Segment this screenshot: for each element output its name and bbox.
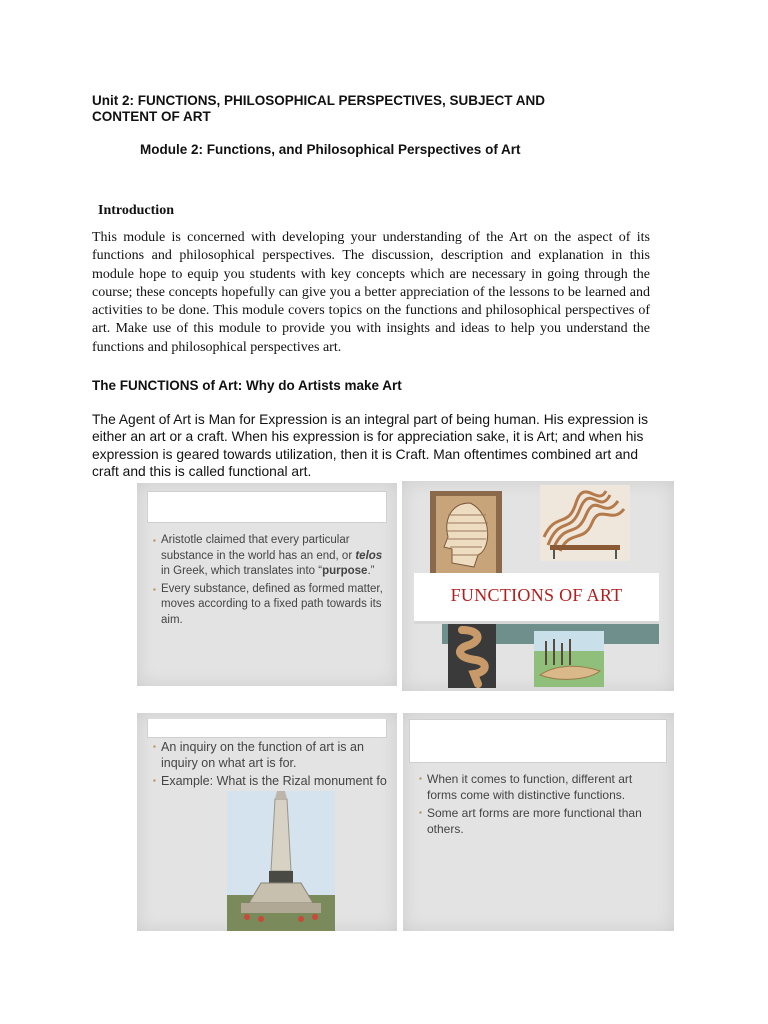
bullet-text: Aristotle claimed that every particular substance in the world has an end, or <box>161 534 356 562</box>
rizal-monument-image <box>227 791 335 931</box>
slide-header-bar <box>147 719 387 738</box>
slide-functions-of-art <box>402 481 674 691</box>
purpose-term: purpose <box>322 565 368 577</box>
park-sculpture-image <box>534 631 604 687</box>
slide-aristotle <box>137 483 397 686</box>
bench-sculpture-image <box>540 485 630 561</box>
slide-bullet-list <box>153 739 397 791</box>
functions-heading: The FUNCTIONS of Art: Why do Artists make Art <box>92 378 402 393</box>
telos-term: telos <box>355 549 383 562</box>
unit-title: Unit 2: FUNCTIONS, PHILOSOPHICAL PERSPECTIVES, SUBJECT AND CONTENT OF ART <box>92 93 546 124</box>
slide-bullet-rizal-example: ▪ Example: What is the Rizal monument fo <box>153 773 397 789</box>
slide-bullet-list <box>419 771 664 839</box>
bullet-text: in Greek, which translates into “ <box>161 565 323 577</box>
slide-bullet-more-functional: ▪ Some art forms are more functional than others. <box>419 805 664 837</box>
head-sculpture-image <box>430 491 502 581</box>
slide-title-functions-of-art: FUNCTIONS OF ART <box>450 585 623 605</box>
introduction-paragraph: This module is concerned with developing your understanding of the Art on the aspect of its functions and philosophical perspectives. The discussion, description and explanation in this module hope to equip you students with key concepts which are necessary in going through the course; these concepts hopefully can give you a better appreciation of the lessons to be learned and activities to be done. This module covers topics on the functions and philosophical perspectives of art. Make use of this module to provide you with insights and ideas to help you understand the functions and philosophical perspectives art. <box>92 230 650 355</box>
slide-bullet-substance: ▪ Every substance, defined as formed matter, moves according to a fixed path towards its aim. <box>153 582 385 629</box>
slide-header-bar <box>409 719 667 763</box>
slide-bullet-inquiry: ▪ An inquiry on the function of art is an inquiry on what art is for. <box>153 739 397 771</box>
introduction-heading: Introduction <box>98 203 174 218</box>
slide-inquiry <box>137 713 397 931</box>
slide-bullet-list <box>153 533 385 630</box>
slide-bullet-distinctive: ▪ When it comes to function, different art forms come with distinctive functions. <box>419 771 664 803</box>
slide-distinctive-functions <box>403 713 674 931</box>
bullet-text: .” <box>367 565 375 577</box>
slide-bullet-telos <box>153 533 385 580</box>
module-title: Module 2: Functions, and Philosophical Perspectives of Art <box>140 142 521 157</box>
slide-title-box <box>414 573 659 624</box>
wavy-chair-image <box>448 624 496 688</box>
functions-paragraph: The Agent of Art is Man for Expression is an integral part of being human. His expression is either an art or a craft. When his expression is for appreciation sake, it is Art; and when his expression is geared towards utilization, then it is Craft. Man oftentimes combined art and craft and this is called functional art. <box>92 412 648 479</box>
slide-header-bar <box>147 491 387 523</box>
